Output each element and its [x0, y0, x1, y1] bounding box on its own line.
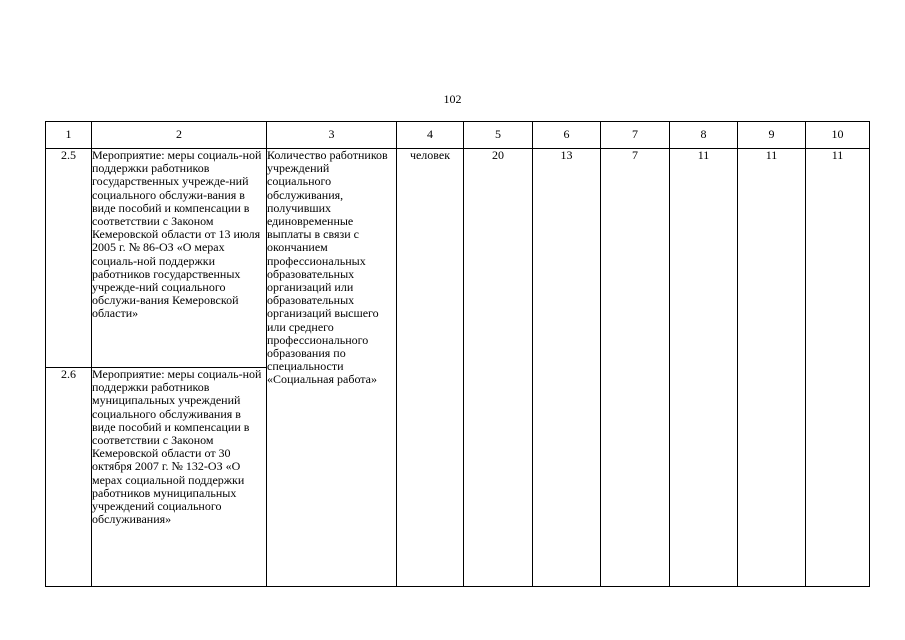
header-col-8: 8	[670, 122, 738, 149]
value-cell: 11	[806, 149, 870, 587]
header-col-4: 4	[397, 122, 464, 149]
measure-description: Мероприятие: меры социаль-ной поддержки работников государственных учрежде-ний социального обслужи-вания в виде пособий и компенсации в соответствии с Законом Кемеровской области от 13 июля 2005 г. № 86-ОЗ «О мерах социаль-ной поддержки работников государственных учрежде-ний социального обслужи-вания Кемеровской области»	[92, 149, 267, 368]
header-col-1: 1	[46, 122, 92, 149]
page-number: 102	[443, 92, 462, 106]
row-number: 2.6	[46, 368, 92, 587]
header-col-2: 2	[92, 122, 267, 149]
value-cell: 7	[601, 149, 670, 587]
value-cell: 20	[464, 149, 533, 587]
header-col-3: 3	[267, 122, 397, 149]
row-number: 2.5	[46, 149, 92, 368]
header-col-7: 7	[601, 122, 670, 149]
header-col-10: 10	[806, 122, 870, 149]
program-table	[45, 121, 870, 587]
table-row	[46, 149, 870, 368]
unit-cell: человек	[397, 149, 464, 587]
header-col-5: 5	[464, 122, 533, 149]
indicator-description: Количество работников учреждений социального обслуживания, получивших единовременные выплаты в связи с окончанием профессиональных образовательных организаций или образовательных организаций высшего или среднего профессионального образования по специальности «Социальная работа»	[267, 149, 397, 587]
value-cell: 11	[738, 149, 806, 587]
header-col-6: 6	[533, 122, 601, 149]
value-cell: 13	[533, 149, 601, 587]
header-col-9: 9	[738, 122, 806, 149]
header-row	[46, 122, 870, 149]
measure-description: Мероприятие: меры социаль-ной поддержки работников муниципальных учреждений социального обслуживания в виде пособий и компенсации в соответствии с Законом Кемеровской области от 30 октября 2007 г. № 132-ОЗ «О мерах социальной поддержки работников муниципальных учреждений социального обслуживания»	[92, 368, 267, 587]
value-cell: 11	[670, 149, 738, 587]
